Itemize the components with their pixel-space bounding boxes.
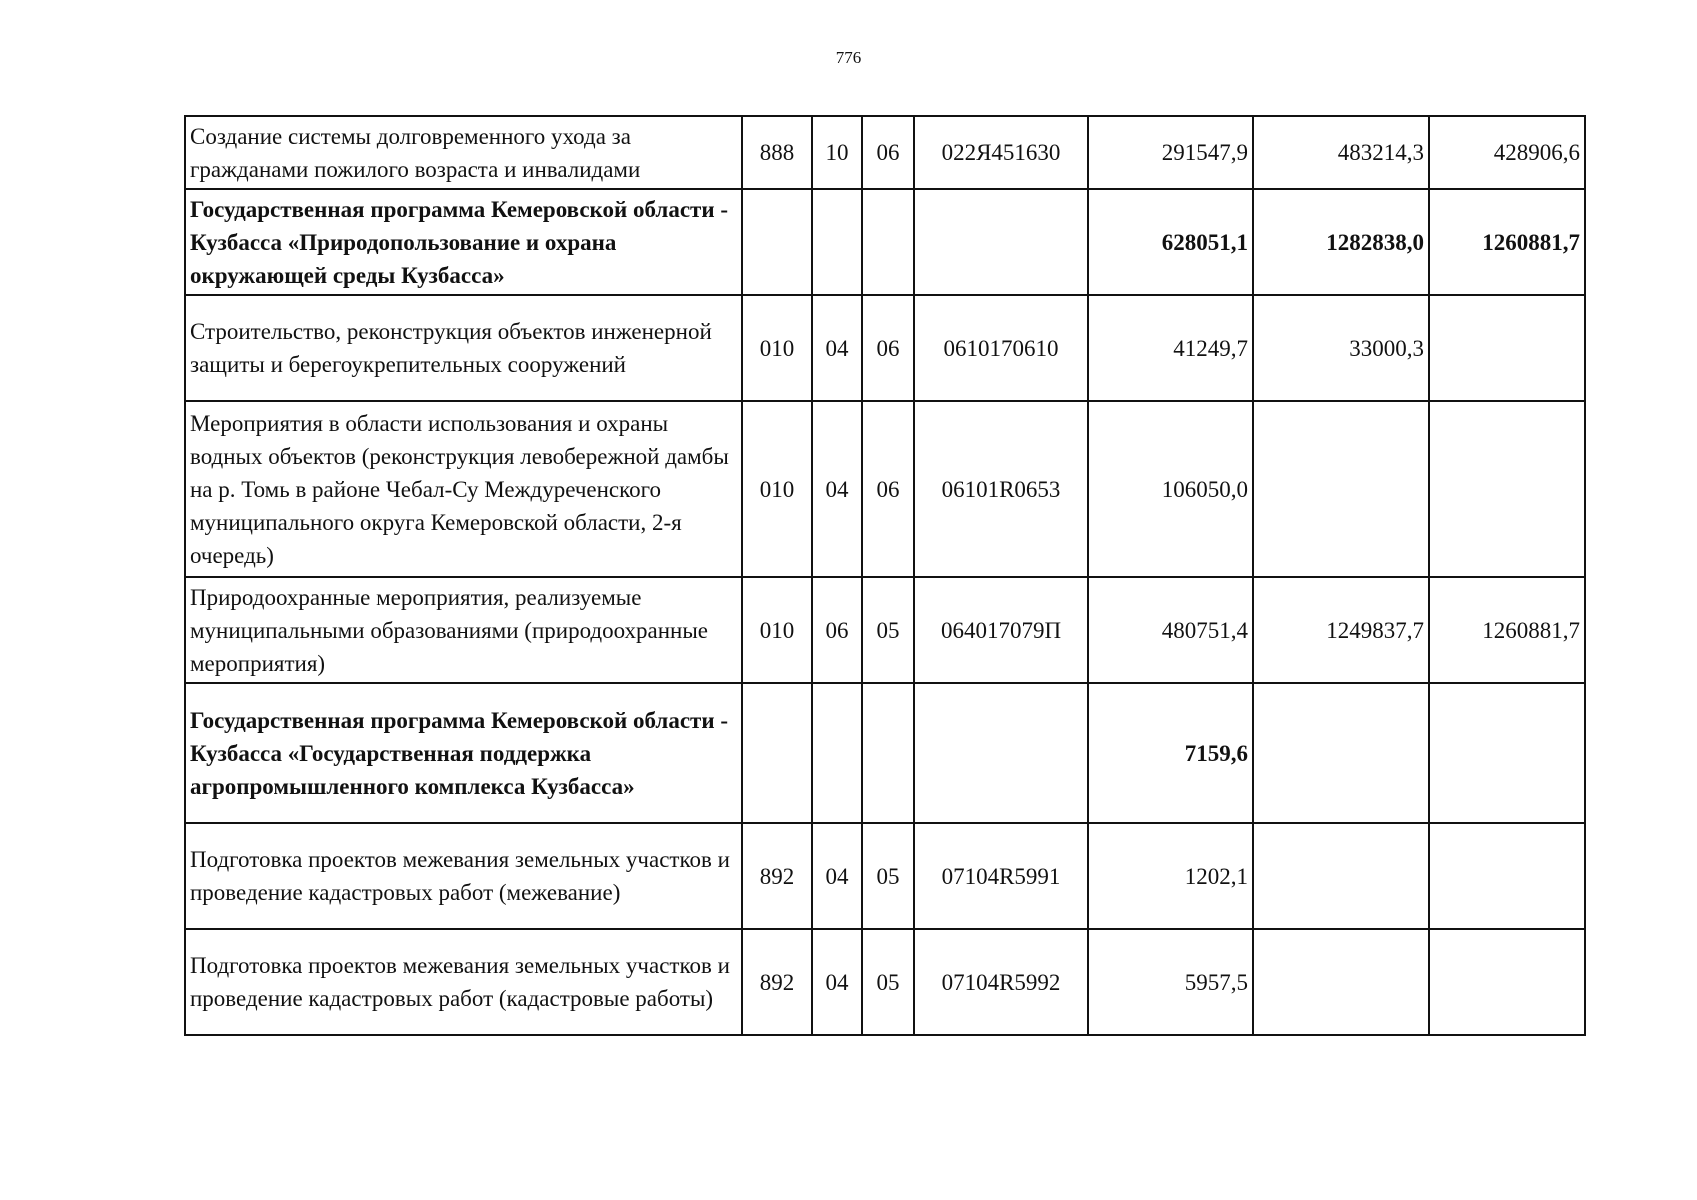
row-sum-1: 5957,5: [1088, 929, 1253, 1035]
row-sum-2: 1282838,0: [1253, 189, 1429, 295]
row-kvsr: [742, 683, 812, 823]
row-pr: [862, 683, 914, 823]
row-name: Создание системы долговременного ухода за гражданами пожилого возраста и инвалидами: [185, 116, 742, 189]
row-csr: 022Я451630: [914, 116, 1088, 189]
row-pr: 05: [862, 823, 914, 929]
row-sum-3: [1429, 401, 1585, 577]
row-sum-1: 1202,1: [1088, 823, 1253, 929]
row-name: Подготовка проектов межевания земельных участков и проведение кадастровых работ (межевание): [185, 823, 742, 929]
table-row: [185, 577, 1585, 683]
row-sum-1: 7159,6: [1088, 683, 1253, 823]
table-row-program: [185, 189, 1585, 295]
row-name: Мероприятия в области использования и охраны водных объектов (реконструкция левобережной дамбы на р. Томь в районе Чебал-Су Междуреченского муниципального округа Кемеровской области, 2-я очередь): [185, 401, 742, 577]
row-pr: 06: [862, 116, 914, 189]
table-row: [185, 401, 1585, 577]
budget-table: [184, 115, 1586, 1036]
row-kvsr: 010: [742, 401, 812, 577]
row-sum-1: 41249,7: [1088, 295, 1253, 401]
row-pr: 06: [862, 401, 914, 577]
row-rz: 04: [812, 295, 862, 401]
row-csr: [914, 683, 1088, 823]
row-csr: 07104R5991: [914, 823, 1088, 929]
row-pr: 06: [862, 295, 914, 401]
row-sum-2: 1249837,7: [1253, 577, 1429, 683]
table-row: [185, 929, 1585, 1035]
table-row-program: [185, 683, 1585, 823]
row-pr: 05: [862, 577, 914, 683]
row-sum-3: [1429, 929, 1585, 1035]
row-name: Природоохранные мероприятия, реализуемые муниципальными образованиями (природоохранные мероприятия): [185, 577, 742, 683]
row-kvsr: 010: [742, 295, 812, 401]
row-sum-3: [1429, 683, 1585, 823]
row-sum-1: 480751,4: [1088, 577, 1253, 683]
row-sum-2: 483214,3: [1253, 116, 1429, 189]
row-kvsr: 892: [742, 929, 812, 1035]
row-sum-3: 428906,6: [1429, 116, 1585, 189]
table-row: [185, 116, 1585, 189]
row-rz: [812, 683, 862, 823]
table-body: [185, 116, 1585, 1035]
row-sum-2: [1253, 401, 1429, 577]
row-csr: 07104R5992: [914, 929, 1088, 1035]
row-sum-3: [1429, 823, 1585, 929]
row-csr: 064017079П: [914, 577, 1088, 683]
row-rz: 10: [812, 116, 862, 189]
row-name: Строительство, реконструкция объектов инженерной защиты и берегоукрепительных сооружений: [185, 295, 742, 401]
row-rz: 06: [812, 577, 862, 683]
row-pr: [862, 189, 914, 295]
row-rz: 04: [812, 401, 862, 577]
row-sum-3: 1260881,7: [1429, 577, 1585, 683]
row-name: Государственная программа Кемеровской области - Кузбасса «Природопользование и охрана окружающей среды Кузбасса»: [185, 189, 742, 295]
row-sum-1: 291547,9: [1088, 116, 1253, 189]
row-rz: 04: [812, 929, 862, 1035]
row-pr: 05: [862, 929, 914, 1035]
row-csr: 0610170610: [914, 295, 1088, 401]
row-rz: 04: [812, 823, 862, 929]
row-sum-2: [1253, 929, 1429, 1035]
row-name: Подготовка проектов межевания земельных участков и проведение кадастровых работ (кадастровые работы): [185, 929, 742, 1035]
page-number: 776: [835, 48, 862, 67]
row-kvsr: 010: [742, 577, 812, 683]
row-sum-1: 628051,1: [1088, 189, 1253, 295]
row-rz: [812, 189, 862, 295]
table-row: [185, 295, 1585, 401]
row-sum-2: [1253, 823, 1429, 929]
row-sum-2: [1253, 683, 1429, 823]
row-kvsr: 892: [742, 823, 812, 929]
table-row: [185, 823, 1585, 929]
row-sum-2: 33000,3: [1253, 295, 1429, 401]
row-kvsr: 888: [742, 116, 812, 189]
row-csr: [914, 189, 1088, 295]
row-csr: 06101R0653: [914, 401, 1088, 577]
row-name: Государственная программа Кемеровской области - Кузбасса «Государственная поддержка агропромышленного комплекса Кузбасса»: [185, 683, 742, 823]
row-kvsr: [742, 189, 812, 295]
row-sum-3: [1429, 295, 1585, 401]
row-sum-1: 106050,0: [1088, 401, 1253, 577]
row-sum-3: 1260881,7: [1429, 189, 1585, 295]
